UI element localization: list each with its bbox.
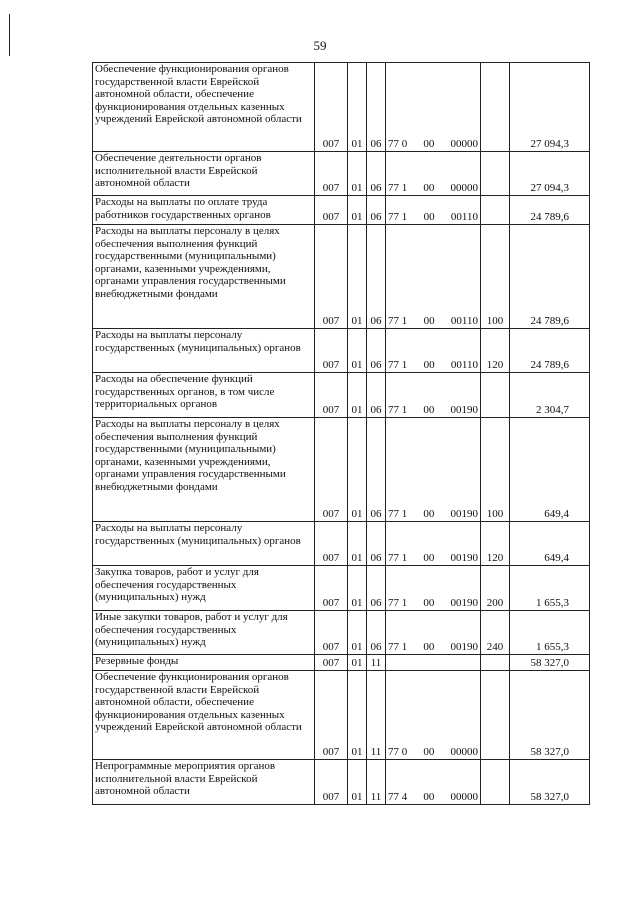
row-name: Иные закупки товаров, работ и услуг для обеспечения государственных (муниципальных) нужд <box>93 611 315 655</box>
grbs-cell: 007 <box>315 373 348 418</box>
table-row <box>93 225 590 329</box>
target-article-code: 00190 <box>450 507 478 520</box>
target-article-cell <box>386 196 481 225</box>
pr-cell: 11 <box>367 671 386 760</box>
target-article-cell <box>386 522 481 566</box>
row-name: Обеспечение деятельности органов исполнительной власти Еврейской автономной области <box>93 152 315 196</box>
grbs-cell: 007 <box>315 152 348 196</box>
amount-cell: 1 655,3 <box>510 566 590 611</box>
target-article-direction: 00 <box>423 314 435 327</box>
rz-cell: 01 <box>348 566 367 611</box>
vr-cell: 240 <box>481 611 510 655</box>
grbs-cell: 007 <box>315 418 348 522</box>
table-row <box>93 671 590 760</box>
target-article-code: 00110 <box>450 210 478 223</box>
vr-cell <box>481 655 510 671</box>
target-article-cell <box>386 63 481 152</box>
amount-cell: 27 094,3 <box>510 152 590 196</box>
rz-cell: 01 <box>348 373 367 418</box>
budget-table <box>92 62 590 805</box>
amount-cell: 58 327,0 <box>510 655 590 671</box>
grbs-cell: 007 <box>315 196 348 225</box>
target-article-program: 77 1 <box>388 596 408 609</box>
grbs-cell: 007 <box>315 566 348 611</box>
row-name: Расходы на выплаты по оплате труда работников государственных органов <box>93 196 315 225</box>
grbs-cell: 007 <box>315 760 348 805</box>
target-article <box>388 746 478 759</box>
pr-cell: 06 <box>367 611 386 655</box>
target-article-direction: 00 <box>423 640 435 653</box>
target-article-direction: 00 <box>423 790 435 803</box>
rz-cell: 01 <box>348 522 367 566</box>
amount-cell: 58 327,0 <box>510 760 590 805</box>
target-article-cell <box>386 611 481 655</box>
pr-cell: 06 <box>367 522 386 566</box>
grbs-cell: 007 <box>315 225 348 329</box>
target-article-cell <box>386 655 481 671</box>
pr-cell: 11 <box>367 760 386 805</box>
target-article-program: 77 1 <box>388 181 408 194</box>
target-article-program: 77 1 <box>388 551 408 564</box>
vr-cell <box>481 671 510 760</box>
target-article-code: 00190 <box>450 640 478 653</box>
table-row <box>93 418 590 522</box>
rz-cell: 01 <box>348 63 367 152</box>
target-article-direction: 00 <box>423 358 435 371</box>
pr-cell: 06 <box>367 152 386 196</box>
rz-cell: 01 <box>348 611 367 655</box>
amount-cell: 58 327,0 <box>510 671 590 760</box>
vr-cell: 200 <box>481 566 510 611</box>
vr-cell <box>481 196 510 225</box>
target-article-code: 00000 <box>450 137 478 150</box>
target-article-code: 00190 <box>450 403 478 416</box>
row-name: Непрограммные мероприятия органов исполнительной власти Еврейской автономной области <box>93 760 315 805</box>
row-name: Расходы на выплаты персоналу в целях обеспечения выполнения функций государственными (муниципальными) органами, казенными учреждениями, органами управления государственными внебюджетными фондами <box>93 418 315 522</box>
rz-cell: 01 <box>348 196 367 225</box>
amount-cell: 24 789,6 <box>510 329 590 373</box>
target-article <box>388 508 478 521</box>
vr-cell: 120 <box>481 522 510 566</box>
table-row <box>93 522 590 566</box>
grbs-cell: 007 <box>315 63 348 152</box>
target-article-program: 77 1 <box>388 507 408 520</box>
row-name: Резервные фонды <box>93 655 315 671</box>
row-name: Расходы на обеспечение функций государственных органов, в том числе территориальных органов <box>93 373 315 418</box>
target-article <box>388 404 478 417</box>
target-article-code: 00000 <box>450 745 478 758</box>
target-article-code: 00190 <box>450 551 478 564</box>
vr-cell <box>481 152 510 196</box>
target-article-cell <box>386 566 481 611</box>
target-article-program: 77 1 <box>388 403 408 416</box>
target-article-program: 77 0 <box>388 137 408 150</box>
target-article-cell <box>386 671 481 760</box>
target-article-direction: 00 <box>423 181 435 194</box>
amount-cell: 2 304,7 <box>510 373 590 418</box>
row-name: Расходы на выплаты персоналу государственных (муниципальных) органов <box>93 329 315 373</box>
rz-cell: 01 <box>348 655 367 671</box>
target-article-direction: 00 <box>423 507 435 520</box>
target-article-code: 00110 <box>450 314 478 327</box>
target-article-cell <box>386 329 481 373</box>
table-row <box>93 655 590 671</box>
target-article <box>388 597 478 610</box>
target-article-cell <box>386 225 481 329</box>
table-row <box>93 152 590 196</box>
target-article-code: 00000 <box>450 181 478 194</box>
page-number: 59 <box>313 38 327 53</box>
target-article-program: 77 0 <box>388 745 408 758</box>
amount-cell: 649,4 <box>510 418 590 522</box>
target-article-cell <box>386 760 481 805</box>
target-article-program: 77 4 <box>388 790 408 803</box>
rz-cell: 01 <box>348 225 367 329</box>
target-article-program: 77 1 <box>388 358 408 371</box>
table-row <box>93 760 590 805</box>
target-article-direction: 00 <box>423 403 435 416</box>
amount-cell: 649,4 <box>510 522 590 566</box>
target-article-program: 77 1 <box>388 314 408 327</box>
table-row <box>93 329 590 373</box>
rz-cell: 01 <box>348 671 367 760</box>
pr-cell: 11 <box>367 655 386 671</box>
pr-cell: 06 <box>367 566 386 611</box>
table-row <box>93 196 590 225</box>
vr-cell <box>481 373 510 418</box>
pr-cell: 06 <box>367 225 386 329</box>
target-article <box>388 138 478 151</box>
amount-cell: 24 789,6 <box>510 196 590 225</box>
vr-cell: 100 <box>481 225 510 329</box>
row-name: Обеспечение функционирования органов государственной власти Еврейской автономной области, обеспечение функционирования отдельных казенных учреждений Еврейской автономной области <box>93 63 315 152</box>
target-article-cell <box>386 373 481 418</box>
pr-cell: 06 <box>367 418 386 522</box>
rz-cell: 01 <box>348 760 367 805</box>
target-article-direction: 00 <box>423 137 435 150</box>
vr-cell: 120 <box>481 329 510 373</box>
vr-cell <box>481 63 510 152</box>
target-article-direction: 00 <box>423 210 435 223</box>
target-article <box>388 315 478 328</box>
row-name: Расходы на выплаты персоналу в целях обеспечения выполнения функций государственными (муниципальными) органами, казенными учреждениями, органами управления государственными внебюджетными фондами <box>93 225 315 329</box>
target-article <box>388 552 478 565</box>
target-article-cell <box>386 418 481 522</box>
grbs-cell: 007 <box>315 329 348 373</box>
pr-cell: 06 <box>367 373 386 418</box>
target-article <box>388 182 478 195</box>
target-article <box>388 641 478 654</box>
row-name: Расходы на выплаты персоналу государственных (муниципальных) органов <box>93 522 315 566</box>
amount-cell: 24 789,6 <box>510 225 590 329</box>
rz-cell: 01 <box>348 329 367 373</box>
vr-cell <box>481 760 510 805</box>
target-article-code: 00000 <box>450 790 478 803</box>
pr-cell: 06 <box>367 329 386 373</box>
target-article-direction: 00 <box>423 596 435 609</box>
rz-cell: 01 <box>348 152 367 196</box>
amount-cell: 1 655,3 <box>510 611 590 655</box>
pr-cell: 06 <box>367 63 386 152</box>
pr-cell: 06 <box>367 196 386 225</box>
target-article <box>388 211 478 224</box>
target-article <box>388 791 478 804</box>
target-article-program: 77 1 <box>388 640 408 653</box>
grbs-cell: 007 <box>315 611 348 655</box>
grbs-cell: 007 <box>315 655 348 671</box>
target-article <box>388 359 478 372</box>
table-row <box>93 566 590 611</box>
target-article-code: 00190 <box>450 596 478 609</box>
row-name: Закупка товаров, работ и услуг для обеспечения государственных (муниципальных) нужд <box>93 566 315 611</box>
table-row <box>93 63 590 152</box>
target-article-program: 77 1 <box>388 210 408 223</box>
target-article-cell <box>386 152 481 196</box>
amount-cell: 27 094,3 <box>510 63 590 152</box>
target-article-direction: 00 <box>423 745 435 758</box>
table-row <box>93 373 590 418</box>
vr-cell: 100 <box>481 418 510 522</box>
grbs-cell: 007 <box>315 671 348 760</box>
table-row <box>93 611 590 655</box>
target-article-direction: 00 <box>423 551 435 564</box>
rz-cell: 01 <box>348 418 367 522</box>
target-article-code: 00110 <box>450 358 478 371</box>
grbs-cell: 007 <box>315 522 348 566</box>
row-name: Обеспечение функционирования органов государственной власти Еврейской автономной области, обеспечение функционирования отдельных казенных учреждений Еврейской автономной области <box>93 671 315 760</box>
